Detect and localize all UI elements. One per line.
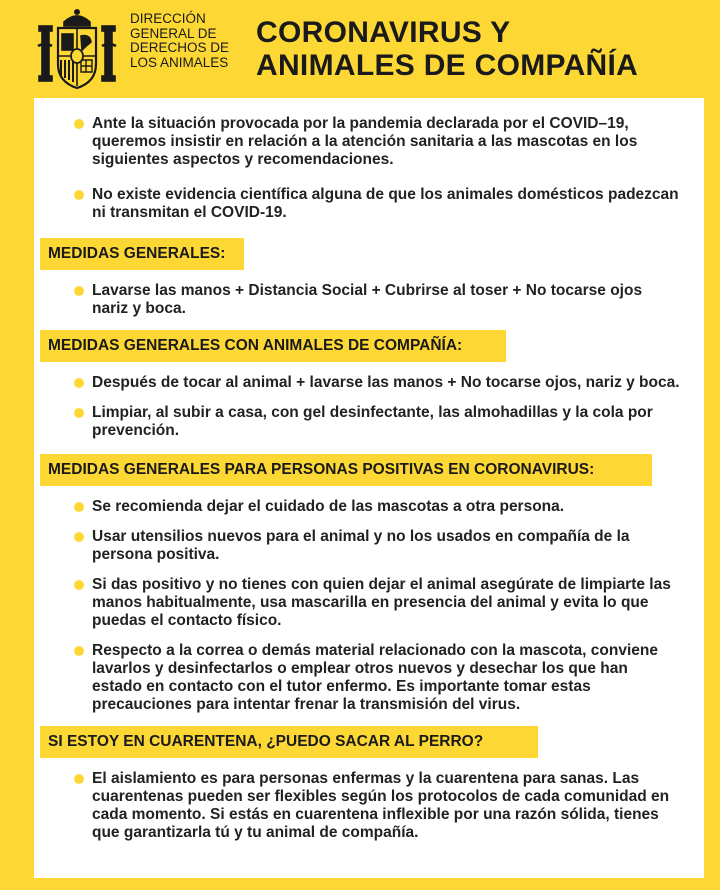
page-title <box>256 16 706 82</box>
list-item <box>34 404 704 440</box>
list-item-text: Después de tocar al animal + lavarse las manos + No tocarse ojos, nariz y boca. <box>92 374 680 391</box>
ministry-line: DIRECCIÓN <box>130 11 206 26</box>
bullet-dot-icon <box>74 580 84 590</box>
bullet-dot-icon <box>74 286 84 296</box>
list-item-text: Se recomienda dejar el cuidado de las mascotas a otra persona. <box>92 498 565 515</box>
coat-of-arms-icon <box>34 6 120 92</box>
section-heading <box>40 330 506 362</box>
title-line: ANIMALES DE COMPAÑÍA <box>256 49 639 82</box>
list-item <box>34 498 704 516</box>
title-line: CORONAVIRUS Y <box>256 16 511 49</box>
section-heading <box>40 726 538 758</box>
content <box>34 98 704 842</box>
bullet-dot-icon <box>74 190 84 200</box>
header <box>0 0 720 96</box>
ministry-line: DERECHOS DE <box>130 40 230 55</box>
section-heading-text: SI ESTOY EN CUARENTENA, ¿PUEDO SACAR AL PERRO? <box>48 733 484 750</box>
ministry-name <box>130 12 245 70</box>
section-heading-text: MEDIDAS GENERALES PARA PERSONAS POSITIVAS EN CORONAVIRUS: <box>48 461 595 478</box>
ministry-line: LOS ANIMALES <box>130 54 229 70</box>
bullet-dot-icon <box>74 378 84 388</box>
list-item <box>34 770 704 842</box>
intro-item <box>34 186 704 222</box>
section-heading-text: MEDIDAS GENERALES CON ANIMALES DE COMPAÑÍA: <box>48 337 463 354</box>
bullet-dot-icon <box>74 646 84 656</box>
intro-text: No existe evidencia científica alguna de que los animales domésticos padezcan ni transmitan el COVID-19. <box>92 186 679 221</box>
list-item <box>34 576 704 630</box>
intro-item <box>34 115 704 169</box>
list-item-text: El aislamiento es para personas enfermas y la cuarentena para sanas. Las cuarentenas pueden ser flexibles según los protocolos de cada comunidad en cada momento. Si estás en cuarentena inflexible por una razón sólida, tienes que garantizarla tú y tu animal de compañía. <box>92 770 670 841</box>
ministry-line: GENERAL DE <box>130 25 217 41</box>
bullet-dot-icon <box>74 119 84 129</box>
list-item-text: Si das positivo y no tienes con quien dejar el animal asegúrate de limpiarte las manos habitualmente, usa mascarilla en presencia del animal y evita lo que puedas el contacto físico. <box>92 576 671 629</box>
bullet-dot-icon <box>74 532 84 542</box>
list-item <box>34 374 704 392</box>
list-item-text: Usar utensilios nuevos para el animal y no los usados en compañía de la persona positiva. <box>92 528 630 563</box>
bullet-dot-icon <box>74 774 84 784</box>
list-item <box>34 528 704 564</box>
list-item-text: Lavarse las manos + Distancia Social + Cubrirse al toser + No tocarse ojos nariz y boca. <box>92 282 643 317</box>
intro-text: Ante la situación provocada por la pandemia declarada por el COVID–19, queremos insistir en relación a la atención sanitaria a las mascotas en los siguientes aspectos y recomendaciones. <box>92 115 638 168</box>
list-item-text: Respecto a la correa o demás material relacionado con la mascota, conviene lavarlos y desinfectarlos o emplear otros nuevos y desechar los que han estado en contacto con el tutor enfermo. Es importante tomar estas precauciones para intentar frenar la transmisión del virus. <box>92 642 658 713</box>
list-item <box>34 642 704 714</box>
list-item <box>34 282 704 318</box>
bullet-dot-icon <box>74 408 84 418</box>
bullet-dot-icon <box>74 502 84 512</box>
section-heading <box>40 454 652 486</box>
list-item-text: Limpiar, al subir a casa, con gel desinfectante, las almohadillas y la cola por prevención. <box>92 404 653 439</box>
section-heading-text: MEDIDAS GENERALES: <box>48 245 226 262</box>
section-heading <box>40 238 244 270</box>
content-panel <box>34 98 704 878</box>
